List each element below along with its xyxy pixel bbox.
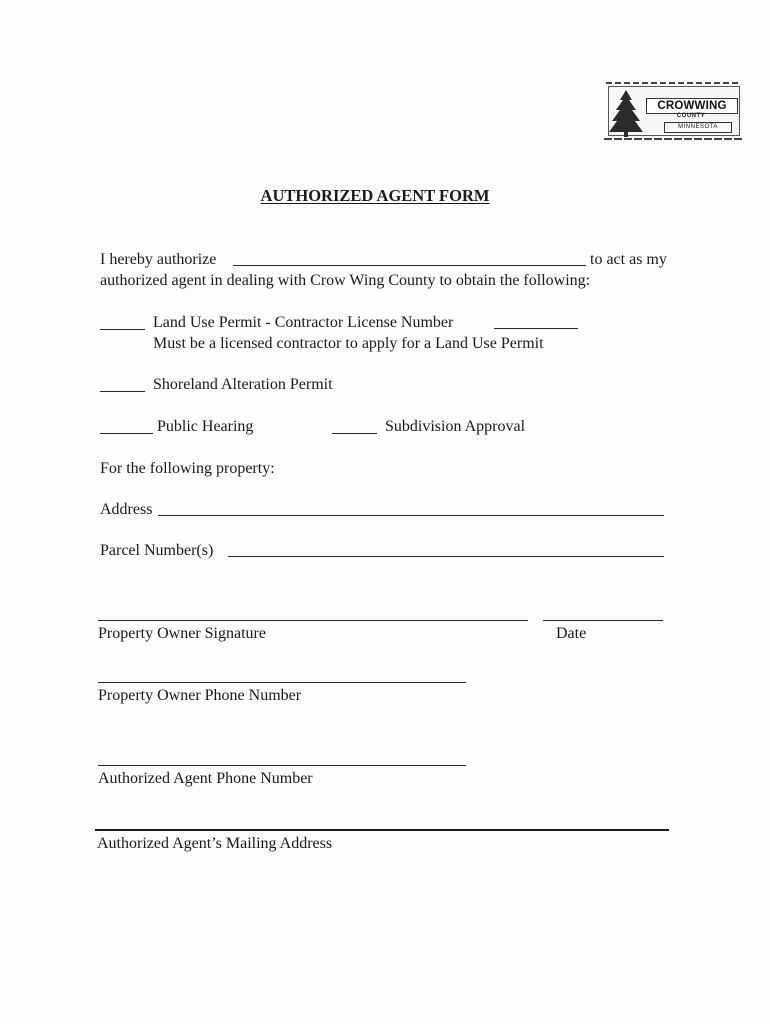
shoreland-permit-label: Shoreland Alteration Permit bbox=[153, 376, 333, 393]
authorize-line-2: authorized agent in dealing with Crow Wing County to obtain the following: bbox=[100, 272, 591, 289]
date-field[interactable] bbox=[543, 620, 663, 621]
shoreland-permit-check-blank[interactable] bbox=[100, 391, 145, 392]
logo-state-text: MINNESOTA bbox=[664, 122, 732, 133]
agent-mailing-address-label: Authorized Agent’s Mailing Address bbox=[97, 835, 333, 852]
date-label: Date bbox=[556, 625, 587, 642]
subdivision-approval-label: Subdivision Approval bbox=[385, 418, 526, 435]
authorize-suffix: to act as my bbox=[590, 251, 667, 268]
authorized-agent-name-field[interactable] bbox=[233, 265, 586, 266]
subdivision-approval-check-blank[interactable] bbox=[332, 433, 377, 434]
address-label: Address bbox=[100, 501, 153, 518]
agent-phone-field[interactable] bbox=[98, 765, 466, 766]
parcel-number-field[interactable] bbox=[228, 556, 664, 557]
contractor-license-number-field[interactable] bbox=[494, 328, 578, 329]
logo-county-text: COUNTY bbox=[676, 113, 706, 119]
land-use-permit-note: Must be a licensed contractor to apply for a Land Use Permit bbox=[153, 335, 544, 352]
public-hearing-label: Public Hearing bbox=[157, 418, 254, 435]
agent-phone-label: Authorized Agent Phone Number bbox=[98, 770, 313, 787]
land-use-permit-label: Land Use Permit - Contractor License Number bbox=[153, 314, 454, 331]
pine-tree-icon bbox=[608, 88, 644, 138]
public-hearing-check-blank[interactable] bbox=[100, 433, 153, 434]
form-title: AUTHORIZED AGENT FORM bbox=[260, 186, 490, 205]
property-heading: For the following property: bbox=[100, 460, 275, 477]
address-field[interactable] bbox=[158, 515, 664, 516]
agent-mailing-address-field[interactable] bbox=[95, 829, 669, 831]
owner-signature-label: Property Owner Signature bbox=[98, 625, 266, 642]
owner-signature-field[interactable] bbox=[98, 620, 528, 621]
logo-bottom-rule bbox=[604, 138, 742, 140]
logo-brand-text: CROWWING bbox=[646, 98, 738, 114]
county-logo bbox=[602, 80, 742, 142]
parcel-number-label: Parcel Number(s) bbox=[100, 542, 214, 559]
owner-phone-field[interactable] bbox=[98, 682, 466, 683]
logo-top-rule bbox=[606, 82, 740, 84]
authorize-prefix: I hereby authorize bbox=[100, 251, 217, 268]
owner-phone-label: Property Owner Phone Number bbox=[98, 687, 302, 704]
land-use-permit-check-blank[interactable] bbox=[100, 329, 145, 330]
